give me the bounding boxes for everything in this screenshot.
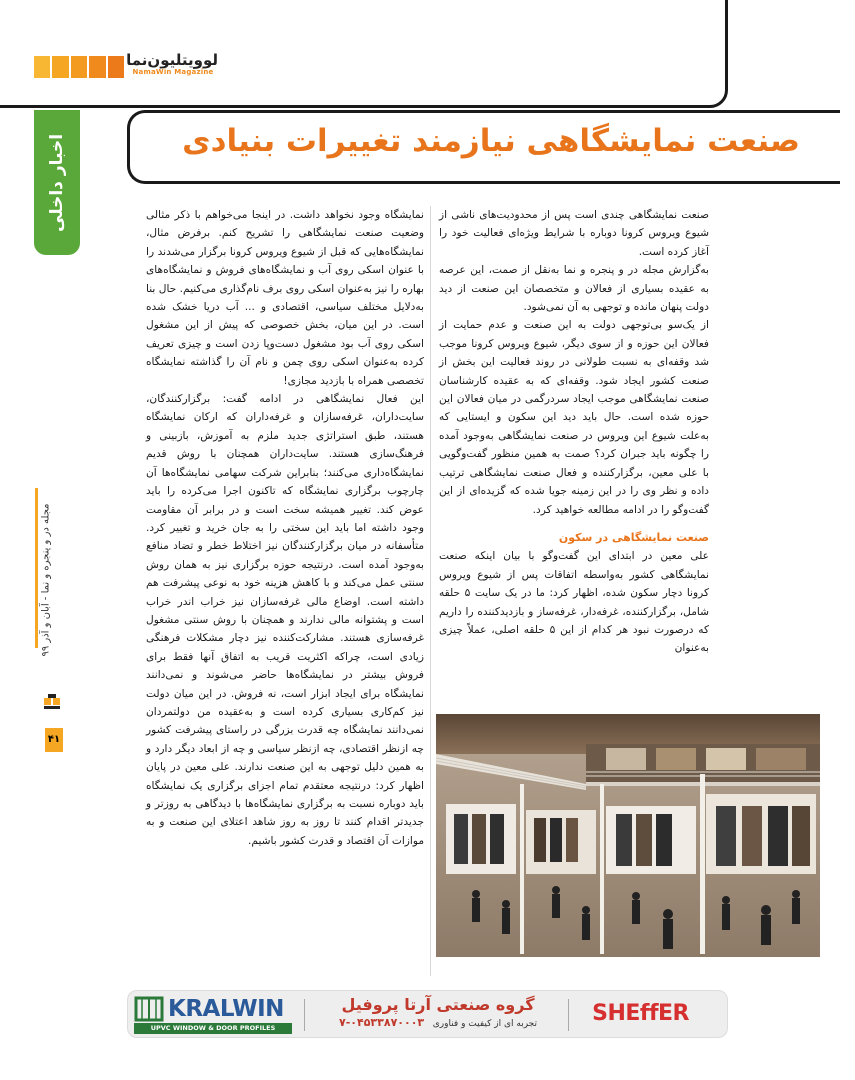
exhibition-hall-photo — [436, 714, 820, 957]
article-paragraph: این فعال نمایشگاهی در ادامه گفت: برگزارکنندگان، سایت‌داران، غرفه‌سازان و غرفه‌داران که ارکان نمایشگاه هستند، طبق استراتژی جدید ملزم به آموزش، بازبینی و فرهنگ‌سازی هستند. سایت‌داران همچنان با روش قدیم نمایشگاه‌داری می‌کنند؛ بنابراین شرکت سهامی نمایشگاه‌ها آن چارچوب برگزاری نمایشگاه که تاکنون اجرا می‌کرده را باید عوض کند. تغییر همیشه سخت است و در برابر آن مقاومت وجود داشته اما باید این سختی را به جان خرید و تغییر کرد. متأسفانه در میان برگزارکنندگان نیز اختلاط خطر و تضاد منافع به‌وجود آمده است. درنتیجه حوزه برگزاری نیز به همان روش سنتی عمل می‌کند و با کاهش هزینه خود به نوعی پیشرفت هم داشته است. اوضاع مالی غرفه‌سازان نیز خراب اندر خراب است و پشتوانه مالی ندارند و همچنان با روش سنتی مشغول غرفه‌سازی هستند. مشارکت‌کننده نیز دچار مشکلات فرهنگی زیادی است، چراکه اکثریت قریب به اتفاق آنها فقط برای فروش بیشتر در نمایشگاه‌ها حاضر می‌شوند و نمی‌دانند نمایشگاه برای ایجاد ابزار است، نه فروش. در این میان دولت نیز کم‌کاری بسیاری کرده است و به‌عقیده من دولتمردان نمی‌دانند نمایشگاه چه قدرت بزرگی در راستای پیشرفت کشور چه ازنظر اقتصادی، چه ازنظر سیاسی و چه از ابعاد دیگر دارد و به همین دلیل توجهی به این صنعت ندارند. علی معین در پایان اظهار کرد: درنتیجه معتقدم تمام اجزای برگزاری یک نمایشگاه باید دوباره نسبت به برگزاری نمایشگاه‌ها با دیدگاهی به روزتر و جدیدتر اقدام کنند تا روز به روز شاهد اعتلای این صنعت و به موازات آن اقتصاد و قدرت کشور باشیم. — [146, 393, 424, 847]
article-column-right — [439, 206, 709, 658]
section-tab — [34, 110, 80, 255]
artaa-contact-row — [318, 1015, 558, 1032]
artaa-phone: ۰۴۵۳۳۸۷۰۰۰۳-۷ — [338, 1016, 425, 1029]
magazine-logo — [128, 52, 218, 82]
article-paragraph: به‌گزارش مجله در و پنجره و نما به‌نقل از صمت، این عرصه به عقیده بسیاری از فعالان و متخصصان این صنعت از دید دولت پنهان مانده و توجهی به آن نمی‌شود. — [439, 264, 709, 314]
kralwin-logo — [134, 996, 292, 1034]
logo-subtext: NamaWin Magazine — [132, 68, 214, 76]
page-number: ۴۱ — [45, 728, 63, 752]
magazine-icon — [42, 692, 62, 712]
header-frame — [0, 0, 728, 108]
article-paragraph: نمایشگاه وجود نخواهد داشت. در اینجا می‌خواهم با ذکر مثالی وضعیت صنعت نمایشگاهی را تشریح کنم. برفرض مثال، نمایشگاه‌هایی که قبل از شیوع ویروس کرونا برگزار می‌شدند را با عنوان اسکی روی آب و نمایشگاه‌های فروش و نمایشگاه‌های بهاره را نیز به‌عنوان اسکی روی برف نام‌گذاری می‌کنیم. حال بنا به‌دلایل مختلف سیاسی، اقتصادی و ... آب دریا خشک شده است. در این میان، بخش خصوصی که پیش از این مشغول اسکی روی آب بود مشغول دست‌وپا زدن است و چیزی تعریف کرده به‌عنوان اسکی روی چمن و نام آن را گذاشته نمایشگاه تخصصی همراه با بازدید مجازی! — [146, 209, 424, 387]
stripe-segment — [34, 56, 50, 78]
artaa-profile-ad — [318, 995, 558, 1035]
section-tab-label: اخبار داخلی — [47, 133, 67, 232]
stripe-segment — [89, 56, 105, 78]
stripe-segment — [52, 56, 68, 78]
stripe-segment — [71, 56, 87, 78]
article-paragraph: صنعت نمایشگاهی چندی است پس از محدودیت‌های ناشی از شیوع ویروس کرونا دوباره با شرایط ویژه‌ای فعالیت خود را آغاز کرده است. — [439, 209, 709, 258]
header-stripe — [34, 56, 126, 78]
article-title: صنعت نمایشگاهی نیازمند تغییرات بنیادی — [182, 123, 800, 159]
article-paragraph: از یک‌سو بی‌توجهی دولت به این صنعت و عدم حمایت از فعالان این حوزه و از سوی دیگر، شیوع ویروس کرونا موجب شد وقفه‌ای به نسبت طولانی در روند فعالیت این بخش از صنعت کشور ایجاد شود. وقفه‌ای که به عقیده کارشناسان صنعت نمایشگاهی موجب ایجاد سردرگمی در میان فعالان این حوزه شده است. حال باید دید این سکون و ایستایی که به‌علت شیوع این ویروس در صنعت نمایشگاهی به‌وجود آمده را چگونه باید جبران کرد؟ صمت به همین منظور گفت‌وگویی با علی معین، برگزارکننده و فعال صنعت نمایشگاهی ترتیب داده و نظر وی را در این زمینه جویا شده که گزیده‌ای از این گفت‌وگو را در ادامه مطالعه خواهید کرد. — [439, 319, 709, 516]
kralwin-name: KRALWIN — [168, 996, 284, 1022]
article-paragraph: علی معین در ابتدای این گفت‌وگو با بیان اینکه صنعت نمایشگاهی کشور به‌واسطه اتفاقات پس از شیوع ویروس کرونا دچار سکون شده، اظهار کرد: ما در یک سایت ۵ حلقه شامل، برگزارکننده، غرفه‌دار، غرفه‌ساز و بازدیدکننده را داریم که درصورت نبود هر کدام از این ۵ حلقه اصلی، عملاً چیزی به‌عنوان — [439, 550, 709, 655]
issue-info: مجله در و پنجره و نما - آبان و آذر ۹۹ — [40, 503, 52, 657]
stripe-segment — [108, 56, 124, 78]
kralwin-subtitle: UPVC WINDOW & DOOR PROFILES — [134, 1023, 292, 1034]
window-frame-icon — [134, 996, 164, 1022]
ad-separator — [568, 999, 569, 1031]
exhibition-photo-illustration — [436, 714, 820, 957]
artaa-title: گروه صنعتی آرتا پروفیل — [341, 995, 535, 1014]
sponsor-banner[interactable] — [127, 990, 728, 1038]
ad-separator — [304, 999, 305, 1031]
sheffer-logo: SHEffER — [592, 1001, 689, 1026]
column-divider — [430, 206, 431, 976]
article-column-left — [146, 206, 424, 850]
side-accent-bar — [35, 488, 38, 648]
artaa-tagline: تجربه ای از کیفیت و فناوری — [432, 1019, 537, 1029]
article-subheading: صنعت نمایشگاهی در سکون — [558, 530, 709, 544]
title-frame — [127, 110, 840, 184]
logo-text: لوویتلیون‌نما — [126, 51, 218, 69]
